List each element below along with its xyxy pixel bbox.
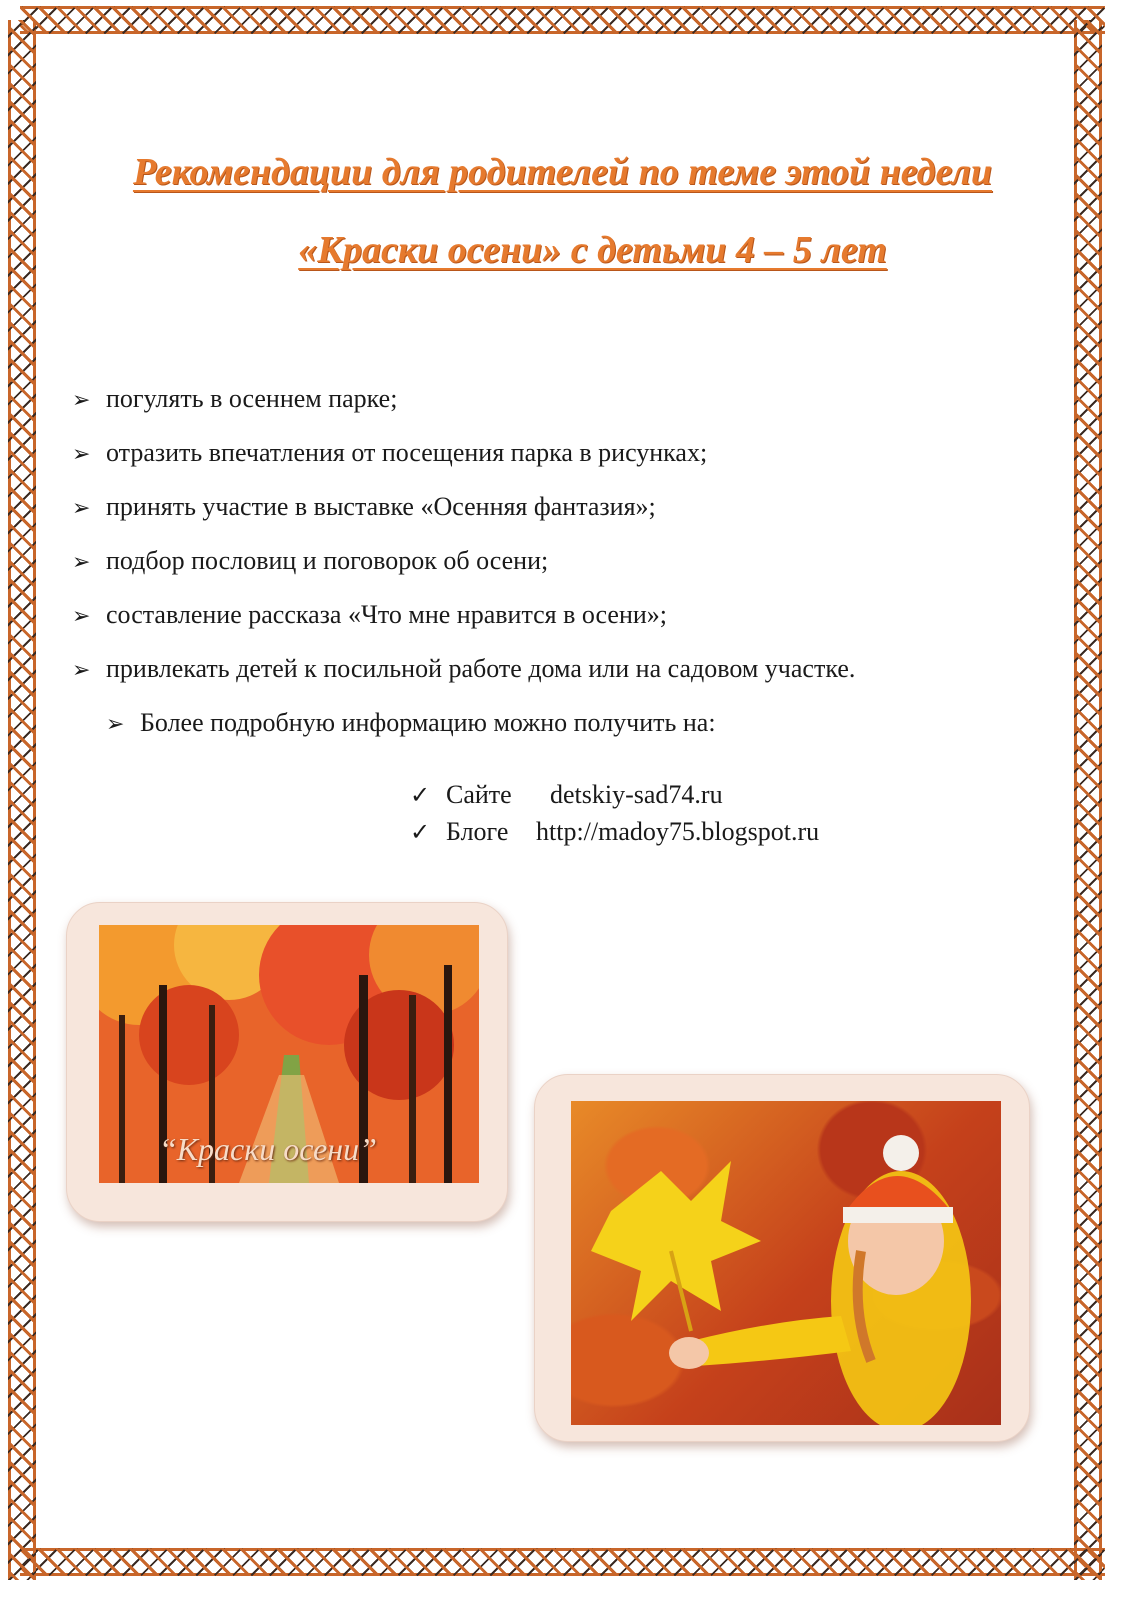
arrow-bullet-icon: ➢ — [72, 657, 91, 682]
blog-link-row: ✓ Блоге http://madoy75.blogspot.ru — [410, 817, 820, 846]
autumn-alley-painting — [99, 925, 479, 1183]
girl-with-leaf-photo — [571, 1101, 1001, 1425]
contact-links — [410, 780, 819, 854]
list-item-more-info: ➢ Более подробную информацию можно получить на: — [106, 708, 716, 737]
blog-link[interactable]: http://madoy75.blogspot.ru — [536, 817, 820, 846]
painting-caption: “Краски осени” — [159, 1131, 377, 1167]
list-item: ➢ привлекать детей к посильной работе дома или на садовом участке. — [72, 654, 856, 683]
list-item: ➢ принять участие в выставке «Осенняя фантазия»; — [72, 492, 656, 521]
page-title: Рекомендации для родителей по теме этой недели — [132, 151, 993, 193]
arrow-bullet-icon: ➢ — [72, 549, 91, 574]
recommendation-list — [72, 384, 1052, 762]
list-item: ➢ погулять в осеннем парке; — [72, 384, 398, 413]
border-bottom-ornament — [20, 1548, 1105, 1576]
photo-card — [534, 1074, 1030, 1442]
photo-illustration — [571, 1101, 1001, 1425]
painting-card — [66, 902, 508, 1222]
border-top-ornament — [20, 6, 1105, 34]
arrow-bullet-icon: ➢ — [72, 441, 91, 466]
list-item: ➢ составление рассказа «Что мне нравится в осени»; — [72, 600, 667, 629]
arrow-bullet-icon: ➢ — [72, 495, 91, 520]
checkmark-icon: ✓ — [410, 783, 431, 809]
list-item: ➢ подбор пословиц и поговорок об осени; — [72, 546, 549, 575]
checkmark-icon: ✓ — [410, 820, 431, 846]
page-subtitle: «Краски осени» с детьми 4 – 5 лет — [298, 229, 887, 271]
arrow-bullet-icon: ➢ — [72, 387, 91, 412]
arrow-bullet-icon: ➢ — [106, 711, 125, 736]
arrow-bullet-icon: ➢ — [72, 603, 91, 628]
site-link[interactable]: detskiy-sad74.ru — [550, 780, 723, 809]
list-item: ➢ отразить впечатления от посещения парка в рисунках; — [72, 438, 708, 467]
site-link-row: ✓ Сайте detskiy-sad74.ru — [410, 780, 723, 809]
